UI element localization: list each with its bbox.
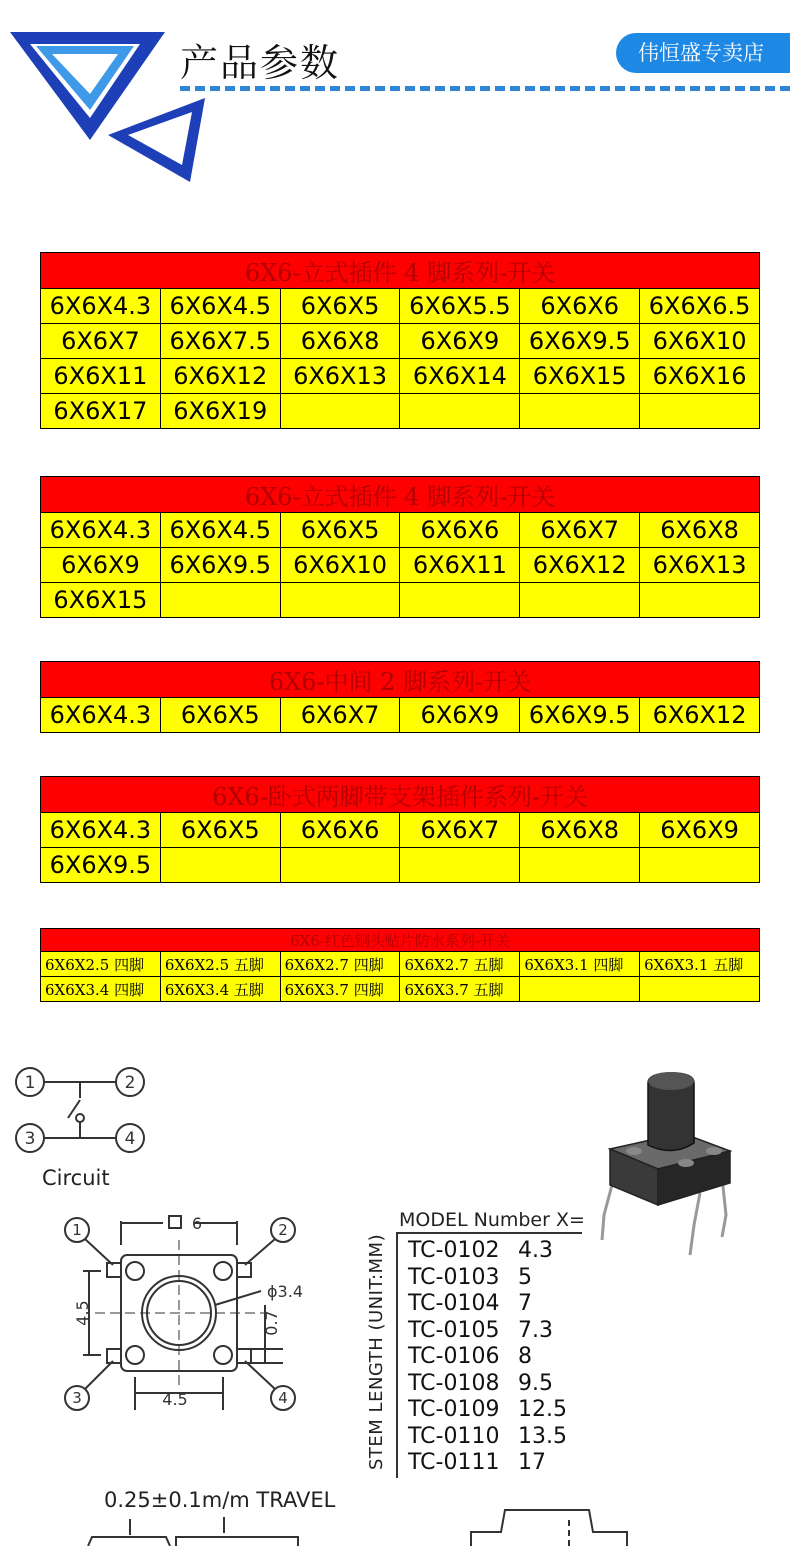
spec-table-horizontal-bracket (40, 776, 760, 883)
list-item: TC-0104 7 (408, 1291, 532, 1316)
model-number-header: MODEL Number X= (399, 1209, 585, 1231)
table-cell: 6X6X12 (640, 698, 760, 733)
table-cell: 6X6X16 (640, 359, 760, 394)
table-cell: 6X6X3.4 五脚 (160, 977, 280, 1002)
table-cell: 6X6X6 (520, 289, 640, 324)
table-cell: 6X6X5 (280, 513, 400, 548)
table-row (41, 513, 760, 548)
list-item: TC-0110 13.5 (408, 1423, 567, 1449)
model-table-rule-top (396, 1232, 582, 1234)
table-cell: 6X6X17 (41, 394, 161, 429)
list-item: TC-0108 9.5 (408, 1370, 553, 1396)
table-title: 6X6-中间 2 脚系列-开关 (41, 662, 760, 698)
table-cell: 6X6X10 (280, 548, 400, 583)
table-row (41, 848, 760, 883)
table-row (41, 977, 760, 1002)
table-cell: 6X6X11 (400, 548, 520, 583)
table-cell: 6X6X2.7 四脚 (280, 952, 400, 977)
table-cell: 6X6X12 (520, 548, 640, 583)
dim-width: 6 (191, 1214, 203, 1233)
table-cell: 6X6X10 (640, 324, 760, 359)
table-cell: 6X6X2.7 五脚 (400, 952, 520, 977)
table-cell: 6X6X9.5 (520, 324, 640, 359)
pin-label: 1 (24, 1073, 36, 1093)
table-cell: 6X6X3.7 五脚 (400, 977, 520, 1002)
table-cell: 6X6X3.4 四脚 (41, 977, 161, 1002)
table-cell: 6X6X6.5 (640, 289, 760, 324)
table-row (41, 289, 760, 324)
table-cell (160, 583, 280, 618)
table-cell: 6X6X14 (400, 359, 520, 394)
table-row (41, 583, 760, 618)
table-cell (280, 848, 400, 883)
table-row (41, 548, 760, 583)
table-cell: 6X6X6 (280, 813, 400, 848)
list-item: TC-0105 7.3 (408, 1317, 553, 1343)
list-item: TC-0103 5 (408, 1264, 532, 1290)
travel-spec-label: 0.25±0.1m/m TRAVEL (104, 1488, 336, 1512)
table-row (41, 359, 760, 394)
table-cell: 6X6X9 (400, 324, 520, 359)
footprint-drawing (55, 1205, 330, 1420)
spec-table-red-waterproof-smd (40, 928, 760, 1002)
spec-table-middle-2pin (40, 661, 760, 733)
table-cell (280, 583, 400, 618)
dim-offset: 0.7 (262, 1310, 281, 1336)
table-cell: 6X6X4.3 (41, 813, 161, 848)
table-cell: 6X6X7 (400, 813, 520, 848)
table-row (41, 324, 760, 359)
table-cell: 6X6X2.5 四脚 (41, 952, 161, 977)
model-number-list (408, 1238, 567, 1477)
table-cell: 6X6X9.5 (160, 548, 280, 583)
table-cell (640, 977, 760, 1002)
table-title: 6X6-立式插件 4 脚系列-开关 (41, 253, 760, 289)
table-cell: 6X6X2.5 五脚 (160, 952, 280, 977)
table-cell: 6X6X13 (280, 359, 400, 394)
table-cell: 6X6X7 (280, 698, 400, 733)
table-title: 6X6-红色铜头贴片防水系列-开关 (41, 929, 760, 952)
pin-label: 2 (278, 1221, 288, 1239)
spec-table-vertical-4pin (40, 252, 760, 429)
table-cell: 6X6X12 (160, 359, 280, 394)
table-title: 6X6-卧式两脚带支架插件系列-开关 (41, 777, 760, 813)
stem-length-axis-label: STEM LENGTH (UNIT:MM) (366, 1233, 387, 1470)
pin-label: 3 (72, 1389, 82, 1407)
pin-label: 3 (24, 1129, 36, 1149)
table-row (41, 698, 760, 733)
table-cell: 6X6X11 (41, 359, 161, 394)
side-view-drawing (80, 1515, 340, 1546)
table-cell: 6X6X8 (280, 324, 400, 359)
table-cell: 6X6X4.5 (160, 513, 280, 548)
table-cell: 6X6X3.1 四脚 (520, 952, 640, 977)
front-view-drawing (465, 1500, 635, 1546)
table-row (41, 813, 760, 848)
table-cell: 6X6X19 (160, 394, 280, 429)
table-cell (400, 583, 520, 618)
dim-diameter: ϕ3.4 (267, 1282, 303, 1301)
table-cell: 6X6X3.7 四脚 (280, 977, 400, 1002)
table-cell (640, 848, 760, 883)
pin-label: 4 (124, 1129, 136, 1149)
table-cell: 6X6X15 (41, 583, 161, 618)
table-cell: 6X6X9.5 (41, 848, 161, 883)
spec-table-vertical-4pin-b (40, 476, 760, 618)
table-cell: 6X6X15 (520, 359, 640, 394)
table-cell: 6X6X6 (400, 513, 520, 548)
dim-pitch-vertical: 4.5 (73, 1300, 92, 1326)
pin-label: 4 (278, 1389, 288, 1407)
header-divider (180, 86, 790, 91)
table-cell: 6X6X4.5 (160, 289, 280, 324)
table-title: 6X6-立式插件 4 脚系列-开关 (41, 477, 760, 513)
table-cell: 6X6X9 (640, 813, 760, 848)
table-cell: 6X6X4.3 (41, 289, 161, 324)
pin-label: 2 (124, 1073, 136, 1093)
table-row (41, 394, 760, 429)
table-cell: 6X6X5.5 (400, 289, 520, 324)
list-item: TC-0106 8 (408, 1344, 532, 1369)
dim-pitch-horizontal: 4.5 (162, 1390, 188, 1409)
table-cell: 6X6X9.5 (520, 698, 640, 733)
table-cell: 6X6X5 (280, 289, 400, 324)
table-cell: 6X6X9 (41, 548, 161, 583)
table-cell (520, 583, 640, 618)
circuit-label: Circuit (42, 1166, 110, 1190)
table-row (41, 952, 760, 977)
table-cell: 6X6X4.3 (41, 513, 161, 548)
table-cell (640, 394, 760, 429)
circuit-diagram (0, 1060, 170, 1160)
table-cell (640, 583, 760, 618)
table-cell: 6X6X8 (520, 813, 640, 848)
table-cell: 6X6X5 (160, 813, 280, 848)
table-cell: 6X6X7 (520, 513, 640, 548)
table-cell (400, 394, 520, 429)
pin-label: 1 (72, 1221, 82, 1239)
shop-badge[interactable]: 伟恒盛专卖店 (616, 33, 790, 73)
product-image (590, 1065, 750, 1265)
table-cell: 6X6X8 (640, 513, 760, 548)
table-cell: 6X6X7.5 (160, 324, 280, 359)
table-cell: 6X6X3.1 五脚 (640, 952, 760, 977)
model-table-rule-left (396, 1232, 398, 1478)
table-cell (280, 394, 400, 429)
page-title: 产品参数 (180, 41, 341, 85)
table-cell: 6X6X5 (160, 698, 280, 733)
table-cell (160, 848, 280, 883)
table-cell (520, 977, 640, 1002)
list-item: TC-0102 4.3 (408, 1238, 553, 1263)
list-item: TC-0109 12.5 (408, 1397, 567, 1422)
table-cell (520, 394, 640, 429)
table-cell: 6X6X7 (41, 324, 161, 359)
table-cell: 6X6X13 (640, 548, 760, 583)
table-cell: 6X6X9 (400, 698, 520, 733)
list-item: TC-0111 17 (408, 1450, 546, 1475)
table-cell (400, 848, 520, 883)
table-cell (520, 848, 640, 883)
table-cell: 6X6X4.3 (41, 698, 161, 733)
